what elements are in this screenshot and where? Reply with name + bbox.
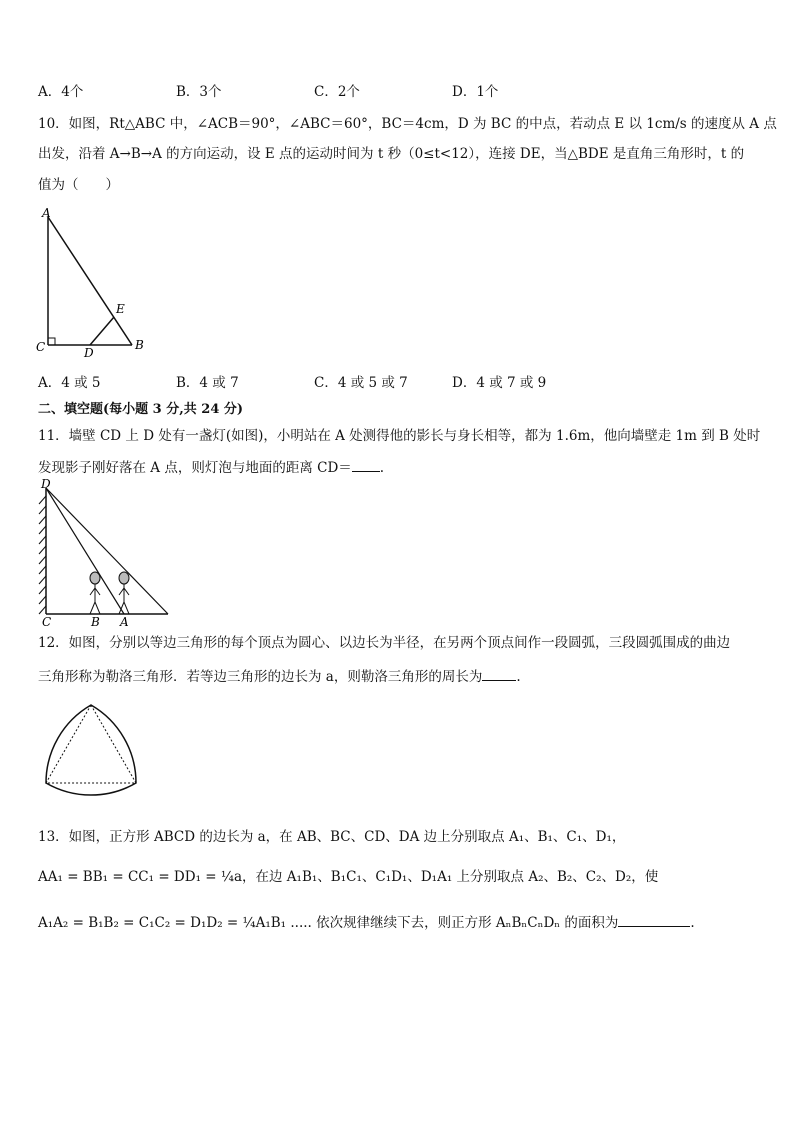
q10-text-line3: 值为（ ） xyxy=(38,177,119,193)
q12-text-line2 xyxy=(38,666,521,686)
q11-text-line1: 11．墙壁 CD 上 D 处有一盏灯(如图)，小明站在 A 处测得他的影长与身长相等，都为 1.6m，他向墙壁走 1m 到 B 处时 xyxy=(38,428,761,444)
q12-text-line1: 12．如图，分别以等边三角形的每个顶点为圆心、以边长为半径，在另两个顶点间作一段圆弧，三段圆弧围成的曲边 xyxy=(38,635,731,651)
q10-label-c: C xyxy=(36,340,46,354)
q13-text-line3-end: . xyxy=(690,915,695,931)
q10-text-line2: 出发，沿着 A→B→A 的方向运动，设 E 点的运动时间为 t 秒（0≤t<12），连接 DE，当△BDE 是直角三角形时，t 的 xyxy=(38,146,745,162)
q11-lamp-figure xyxy=(30,478,180,628)
q11-answer-blank xyxy=(352,457,380,472)
q11-label-a: A xyxy=(120,615,129,628)
q10-label-a: A xyxy=(42,206,51,220)
q12-answer-blank xyxy=(482,666,516,681)
q12-text-line2-end: . xyxy=(516,669,521,685)
section-2-title: 二、填空题(每小题 3 分,共 24 分) xyxy=(38,402,244,417)
q10-option-c: C．4 或 5 或 7 xyxy=(314,375,408,391)
q11-text-line2 xyxy=(38,457,384,477)
q10-triangle-figure xyxy=(30,205,160,360)
q12-text-line2-main: 三角形称为勒洛三角形．若等边三角形的边长为 a，则勒洛三角形的周长为 xyxy=(38,669,483,685)
q13-answer-blank xyxy=(618,912,690,927)
q11-text-line2-end: . xyxy=(379,460,385,476)
q10-text-line1: 10．如图，Rt△ABC 中，∠ACB＝90°，∠ABC＝60°，BC＝4cm，D 为 BC 的中点，若动点 E 以 1cm/s 的速度从 A 点 xyxy=(38,116,777,132)
q10-option-a: A．4 或 5 xyxy=(38,375,101,391)
q10-label-e: E xyxy=(116,302,125,316)
q10-label-d: D xyxy=(84,346,94,360)
q11-label-b: B xyxy=(91,615,100,628)
q11-label-c: C xyxy=(42,615,52,628)
q10-option-d: D．4 或 7 或 9 xyxy=(452,375,547,391)
q12-reuleaux-figure xyxy=(36,695,146,807)
q11-text-line2-main: 发现影子刚好落在 A 点，则灯泡与地面的距离 CD＝ xyxy=(38,460,352,476)
q9-option-d: D．1个 xyxy=(452,84,499,100)
q9-option-a: A．4个 xyxy=(38,84,84,100)
q13-text-line2: AA₁ = BB₁ = CC₁ = DD₁ = ¼a，在边 A₁B₁、B₁C₁、C₁D₁、D₁A₁ 上分别取点 A₂、B₂、C₂、D₂，使 xyxy=(38,869,659,885)
q9-option-b: B．3个 xyxy=(176,84,222,100)
q13-text-line1: 13．如图，正方形 ABCD 的边长为 a，在 AB、BC、CD、DA 边上分别取点 A₁、B₁、C₁、D₁， xyxy=(38,829,626,845)
q9-option-c: C．2个 xyxy=(314,84,360,100)
q13-text-line3-main: A₁A₂ = B₁B₂ = C₁C₂ = D₁D₂ = ¼A₁B₁ ..... 依次规律继续下去，则正方形 AₙBₙCₙDₙ 的面积为 xyxy=(38,915,619,931)
q11-label-d: D xyxy=(41,478,51,491)
q13-text-line3 xyxy=(38,912,695,932)
q10-option-b: B．4 或 7 xyxy=(176,375,239,391)
q10-label-b: B xyxy=(135,338,144,352)
